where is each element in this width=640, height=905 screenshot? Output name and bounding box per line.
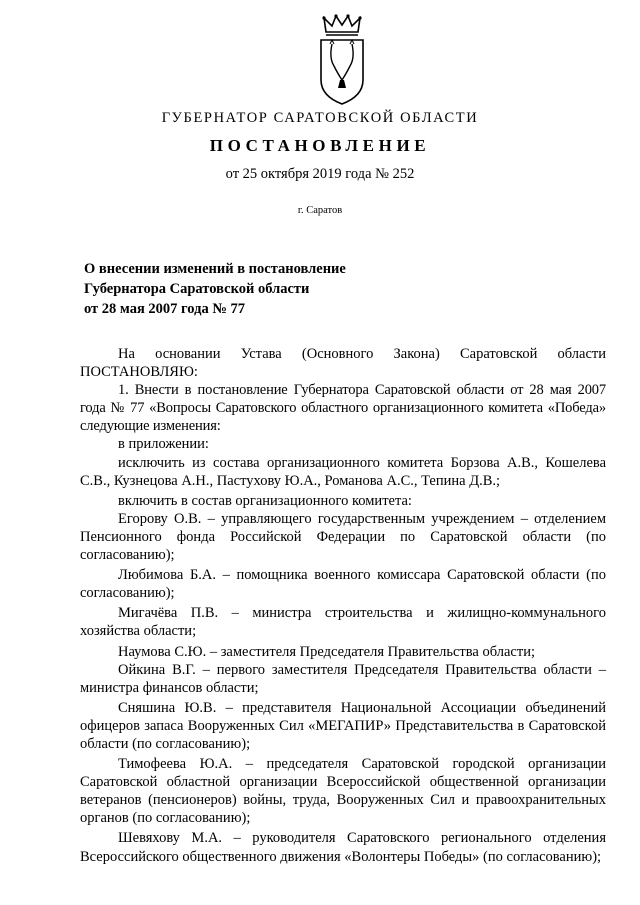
paragraph-member-shevyakhova: Шевяхову М.А. – руководителя Саратовского регионального отделения Всероссийского общественного движения «Волонтеры Победы» (по согласованию); xyxy=(80,830,606,865)
paragraph-basis: На основании Устава (Основного Закона) Саратовской области xyxy=(118,346,606,362)
paragraph-member-timofeev: Тимофеева Ю.А. – председателя Саратовской городской организации Саратовской областной организации Всероссийской общественной организации ветеранов (пенсионеров) войны, труда, Вооруженных Сил и правоохранительных органов (по согласованию); xyxy=(80,756,606,827)
saratov-coat-of-arms-icon xyxy=(318,14,366,106)
paragraph-exclude-members: исключить из состава организационного комитета Борзова А.В., Кошелева С.В., Кузнецова А.Н., Пастухову Ю.А., Романова А.С., Тепина Д.В.; xyxy=(80,454,606,489)
document-subject xyxy=(84,259,404,319)
issuing-authority: ГУБЕРНАТОР САРАТОВСКОЙ ОБЛАСТИ xyxy=(161,110,479,126)
document-date-number: от 25 октября 2019 года № 252 xyxy=(225,166,415,182)
subject-line-2: Губернатора Саратовской области xyxy=(84,281,310,297)
paragraph-member-oykin: Ойкина В.Г. – первого заместителя Председателя Правительства области – министра финансов области; xyxy=(80,661,606,696)
paragraph-member-migachev: Мигачёва П.В. – министра строительства и жилищно-коммунального хозяйства области; xyxy=(80,605,606,640)
document-city: г. Саратов xyxy=(297,205,343,216)
paragraph-member-egorova: Егорову О.В. – управляющего государственным учреждением – отделением Пенсионного фонда Российской Федерации по Саратовской области (по согласованию); xyxy=(80,510,606,564)
subject-line-1: О внесении изменений в постановление xyxy=(84,261,346,277)
document-type: ПОСТАНОВЛЕНИЕ xyxy=(209,136,431,155)
paragraph-include-members: включить в состав организационного комитета: xyxy=(118,492,412,509)
paragraph-member-snyashin: Сняшина Ю.В. – представителя Национальной Ассоциации объединений офицеров запаса Вооруженных Сил «МЕГАПИР» Представительства в Саратовской области (по согласованию); xyxy=(80,699,606,752)
document-body xyxy=(80,345,606,866)
paragraph-member-naumov: Наумова С.Ю. – заместителя Председателя Правительства области; xyxy=(118,643,535,660)
subject-line-3: от 28 мая 2007 года № 77 xyxy=(84,301,246,317)
paragraph-member-lyubimov: Любимова Б.А. – помощника военного комиссара Саратовской области (по согласованию); xyxy=(80,567,606,602)
paragraph-decree-word: ПОСТАНОВЛЯЮ: xyxy=(80,364,198,381)
paragraph-appendix: в приложении: xyxy=(118,436,209,453)
paragraph-amendment: 1. Внести в постановление Губернатора Саратовской области от 28 мая 2007 года № 77 «Вопросы Саратовского областного организационного комитета «Победа» следующие изменения: xyxy=(80,382,606,435)
